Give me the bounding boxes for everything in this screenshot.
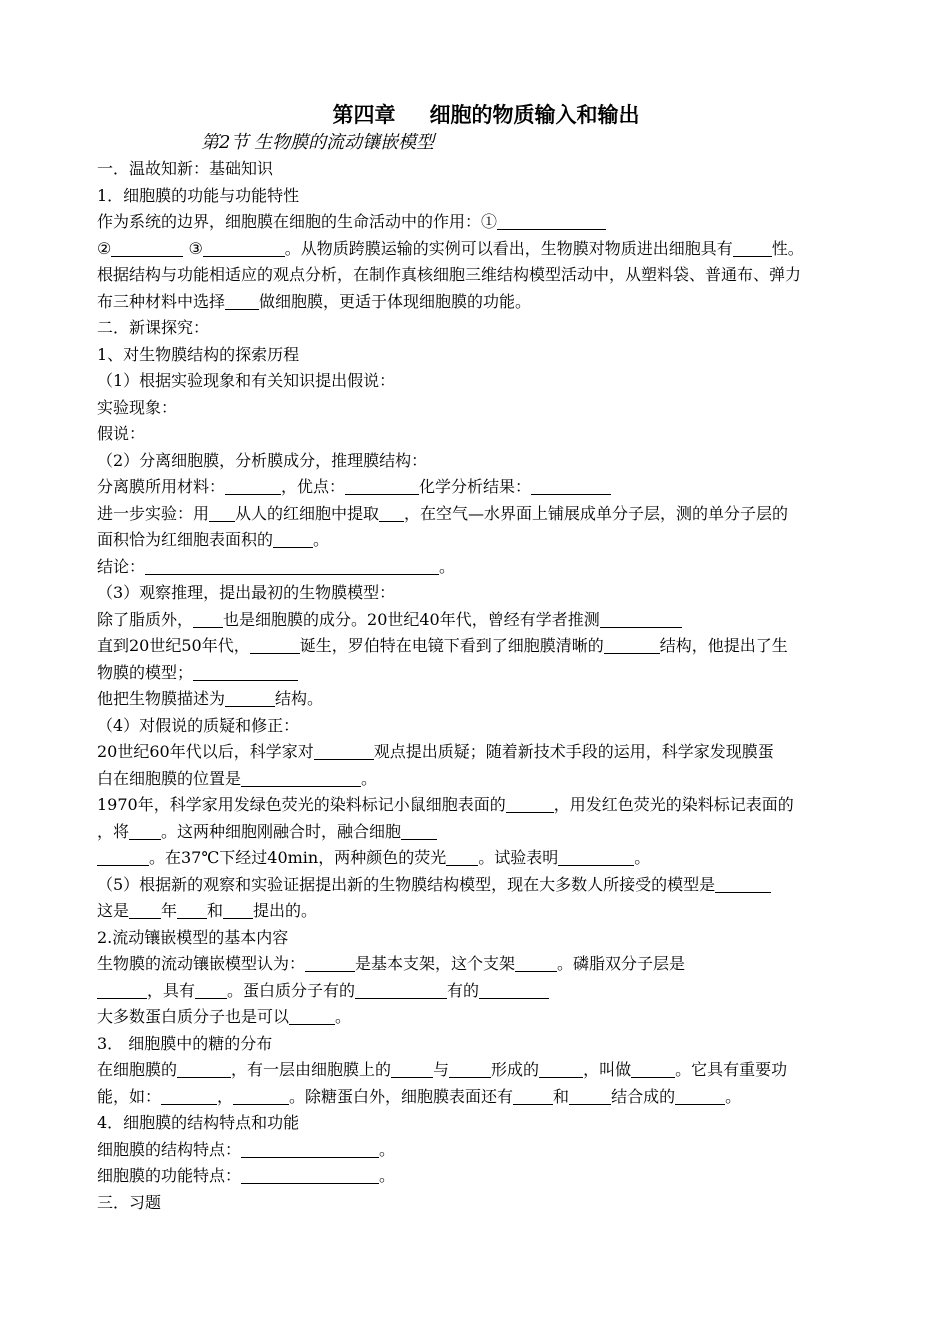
blank-field[interactable]	[225, 292, 259, 310]
blank-field[interactable]	[273, 530, 313, 548]
text-line: ，将 。这两种细胞刚融合时，融合细胞	[97, 819, 857, 846]
text-line: 根据结构与功能相适应的观点分析，在制作真核细胞三维结构模型活动中，从塑料袋、普通布、弹力	[97, 265, 802, 284]
topic-heading: 1、对生物膜结构的探索历程	[97, 344, 300, 364]
heading-review: 一．温故知新：基础知识	[97, 159, 274, 178]
blank-field[interactable]	[193, 663, 298, 681]
text-line: （1）根据实验现象和有关知识提出假说：	[97, 371, 396, 390]
heading-new-lesson: 二．新课探究：	[97, 318, 210, 337]
text-line: 这是 年 和 提出的。	[97, 901, 318, 920]
text-line: 20世纪60年代以后，科学家对 观点提出质疑；随着新技术手段的运用，科学家发现膜蛋	[97, 742, 774, 761]
blank-field[interactable]	[604, 636, 660, 654]
text-line: 直到20世纪50年代， 诞生，罗伯特在电镜下看到了细胞膜清晰的 结构，他提出了生	[97, 636, 788, 655]
blank-field[interactable]	[111, 239, 183, 257]
text-line: 物膜的模型；	[97, 660, 857, 687]
blank-field[interactable]	[558, 848, 634, 866]
blank-field[interactable]	[250, 636, 300, 654]
blank-field[interactable]	[600, 610, 682, 628]
blank-field[interactable]	[446, 848, 478, 866]
blank-field[interactable]	[203, 239, 285, 257]
blank-field[interactable]	[241, 769, 361, 787]
blank-field[interactable]	[97, 981, 147, 999]
text-line: 细胞膜的功能特点： 。	[97, 1166, 396, 1185]
blank-field[interactable]	[129, 901, 161, 919]
blank-field[interactable]	[195, 981, 227, 999]
text-line: 他把生物膜描述为 结构。	[97, 689, 324, 708]
blank-field[interactable]	[449, 1060, 491, 1078]
topic-heading: 4．细胞膜的结构特点和功能	[97, 1113, 300, 1132]
heading-exercises: 三．习题	[97, 1192, 162, 1212]
blank-field[interactable]	[379, 504, 404, 522]
blank-field[interactable]	[391, 1060, 433, 1078]
text-line: 能，如： ， 。除糖蛋白外，细胞膜表面还有 和 结合成的 。	[97, 1086, 742, 1106]
topic-heading: 3． 细胞膜中的糖的分布	[97, 1033, 273, 1053]
blank-field[interactable]	[129, 822, 161, 840]
text-line: 面积恰为红细胞表面积的 。	[97, 530, 330, 549]
blank-field[interactable]	[209, 504, 235, 522]
blank-field[interactable]	[631, 1060, 675, 1078]
blank-field[interactable]	[715, 875, 771, 893]
blank-field[interactable]	[401, 822, 437, 840]
text-line: 分离膜所用材料： ，优点： 化学分析结果：	[97, 474, 857, 501]
text-line: ，具有 。蛋白质分子有的 有的	[97, 978, 857, 1005]
text-line: 进一步实验：用 从人的红细胞中提取 ，在空气—水界面上铺展成单分子层，测的单分子层的	[97, 503, 789, 523]
blank-field[interactable]	[223, 901, 253, 919]
blank-field[interactable]	[241, 1166, 379, 1184]
text-line: 1970年，科学家用发绿色荧光的染料标记小鼠细胞表面的 ，用发红色荧光的染料标记表面的	[97, 795, 794, 814]
blank-field[interactable]	[225, 477, 281, 495]
blank-field[interactable]	[531, 477, 611, 495]
blank-field[interactable]	[675, 1087, 725, 1105]
blank-field[interactable]	[233, 1087, 289, 1105]
text-line: 实验现象：	[97, 397, 178, 417]
blank-field[interactable]	[177, 1060, 231, 1078]
text-line: （5）根据新的观察和实验证据提出新的生物膜结构模型，现在大多数人所接受的模型是	[97, 872, 857, 899]
topic-heading: 2.流动镶嵌模型的基本内容	[97, 927, 289, 947]
chapter-number: 第四章	[332, 102, 396, 127]
blank-field[interactable]	[177, 901, 207, 919]
blank-field[interactable]	[497, 212, 606, 230]
chapter-name: 细胞的物质输入和输出	[429, 102, 640, 127]
text-line: 布三种材料中选择 做细胞膜，更适于体现细胞膜的功能。	[97, 291, 532, 311]
text-line: 大多数蛋白质分子也是可以 。	[97, 1007, 352, 1026]
blank-field[interactable]	[569, 1087, 611, 1105]
blank-field[interactable]	[97, 848, 149, 866]
text-line: 生物膜的流动镶嵌模型认为： 是基本支架，这个支架 。磷脂双分子层是	[97, 954, 686, 973]
text-line: 假说：	[97, 424, 146, 443]
blank-field[interactable]	[305, 954, 355, 972]
blank-field[interactable]	[506, 795, 554, 813]
topic-heading: 1．细胞膜的功能与功能特性	[97, 185, 300, 205]
blank-field[interactable]	[193, 610, 223, 628]
text-line: （4）对假说的质疑和修正：	[97, 715, 300, 735]
blank-field[interactable]	[539, 1060, 583, 1078]
text-line: 。在37℃下经过40min，两种颜色的荧光 。试验表明 。	[97, 845, 857, 872]
chapter-title	[115, 100, 857, 130]
worksheet-content	[97, 100, 857, 1216]
blank-field[interactable]	[355, 981, 447, 999]
blank-field[interactable]	[241, 1140, 379, 1158]
blank-field[interactable]	[161, 1087, 217, 1105]
blank-field[interactable]	[289, 1007, 335, 1025]
blank-field[interactable]	[314, 742, 374, 760]
text-line: 在细胞膜的 ，有一层由细胞膜上的 与 形成的 ，叫做 。它具有重要功	[97, 1060, 788, 1079]
blank-field[interactable]	[515, 954, 557, 972]
text-line: 作为系统的边界，细胞膜在细胞的生命活动中的作用：①	[97, 209, 857, 236]
blank-field[interactable]	[345, 477, 419, 495]
blank-field[interactable]	[733, 239, 772, 257]
text-line: （2）分离细胞膜，分析膜成分，推理膜结构：	[97, 450, 428, 470]
section-title: 第2节 生物膜的流动镶嵌模型	[201, 132, 435, 153]
blank-field[interactable]	[225, 689, 275, 707]
blank-field[interactable]	[145, 557, 439, 575]
blank-field[interactable]	[479, 981, 549, 999]
text-line: （3）观察推理，提出最初的生物膜模型：	[97, 583, 396, 602]
text-line: 细胞膜的结构特点： 。	[97, 1139, 396, 1159]
blank-field[interactable]	[513, 1087, 553, 1105]
text-line: 白在细胞膜的位置是 。	[97, 768, 378, 788]
text-line: 结论： 。	[97, 556, 456, 576]
text-line: ② ③ 。从物质跨膜运输的实例可以看出，生物膜对物质进出细胞具有 性。	[97, 238, 804, 258]
text-line: 除了脂质外， 也是细胞膜的成分。20世纪40年代，曾经有学者推测	[97, 607, 857, 634]
